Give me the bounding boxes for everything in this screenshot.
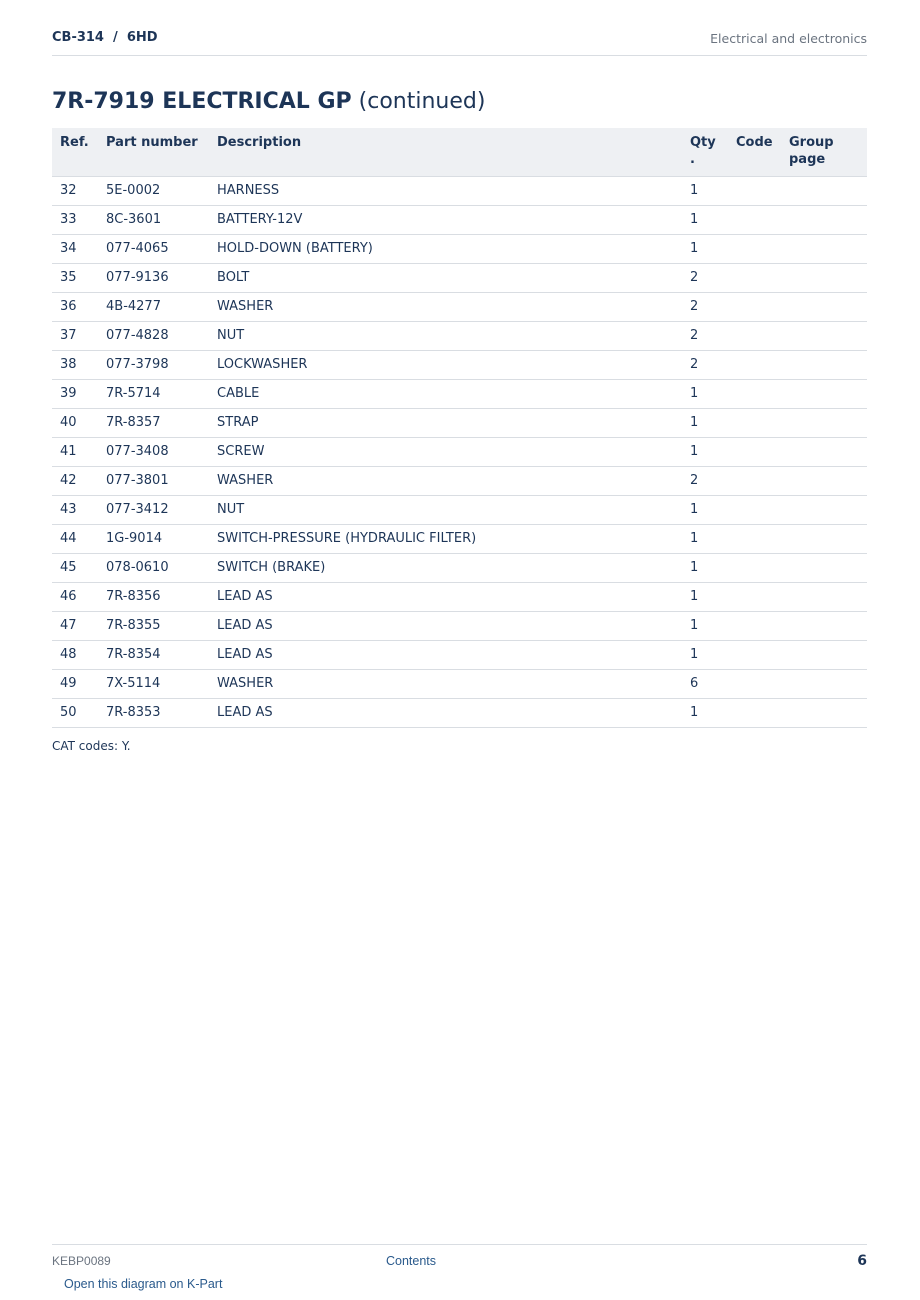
column-header-qty: Qty . [682, 128, 728, 176]
table-row [52, 437, 867, 466]
qty-cell: 2 [682, 263, 728, 292]
qty-cell: 1 [682, 524, 728, 553]
part-number-cell: 4B-4277 [98, 292, 209, 321]
qty-cell: 2 [682, 292, 728, 321]
description-cell: LEAD AS [209, 611, 682, 640]
ref-cell: 38 [52, 350, 98, 379]
description-cell: BOLT [209, 263, 682, 292]
part-number-cell: 7R-8356 [98, 582, 209, 611]
group-page-cell [781, 640, 867, 669]
code-cell [728, 495, 781, 524]
column-header-part-number: Part number [98, 128, 209, 176]
ref-cell: 48 [52, 640, 98, 669]
qty-cell: 2 [682, 350, 728, 379]
ref-cell: 47 [52, 611, 98, 640]
qty-cell: 1 [682, 495, 728, 524]
part-number-cell: 078-0610 [98, 553, 209, 582]
ref-cell: 44 [52, 524, 98, 553]
cat-codes-note: CAT codes: Y. [52, 739, 131, 753]
table-row [52, 466, 867, 495]
code-cell [728, 379, 781, 408]
part-number-cell: 7R-5714 [98, 379, 209, 408]
ref-cell: 35 [52, 263, 98, 292]
part-number-cell: 7R-8355 [98, 611, 209, 640]
code-cell [728, 292, 781, 321]
column-header-description: Description [209, 128, 682, 176]
qty-cell: 1 [682, 234, 728, 263]
group-page-cell [781, 495, 867, 524]
qty-cell: 1 [682, 640, 728, 669]
parts-table-body [52, 176, 867, 727]
group-page-cell [781, 582, 867, 611]
qty-cell: 2 [682, 321, 728, 350]
model-breadcrumb: CB-314 / 6HD [52, 30, 158, 45]
page-header [52, 28, 867, 56]
ref-cell: 33 [52, 205, 98, 234]
section-name: Electrical and electronics [710, 31, 867, 46]
ref-cell: 39 [52, 379, 98, 408]
part-number-cell: 077-3412 [98, 495, 209, 524]
ref-cell: 41 [52, 437, 98, 466]
description-cell: LEAD AS [209, 698, 682, 727]
table-row [52, 263, 867, 292]
description-cell: LEAD AS [209, 640, 682, 669]
table-row [52, 553, 867, 582]
part-number-cell: 077-4828 [98, 321, 209, 350]
ref-cell: 42 [52, 466, 98, 495]
qty-cell: 1 [682, 408, 728, 437]
group-page-cell [781, 263, 867, 292]
description-cell: WASHER [209, 466, 682, 495]
part-number-cell: 077-3408 [98, 437, 209, 466]
table-row [52, 698, 867, 727]
part-number-cell: 5E-0002 [98, 176, 209, 205]
code-cell [728, 234, 781, 263]
contents-link[interactable]: Contents [386, 1254, 437, 1268]
description-cell: SWITCH-PRESSURE (HYDRAULIC FILTER) [209, 524, 682, 553]
open-in-kpart-link[interactable]: Open this diagram on K-Part [64, 1277, 223, 1291]
code-cell [728, 611, 781, 640]
qty-cell: 1 [682, 698, 728, 727]
qty-cell: 2 [682, 466, 728, 495]
description-cell: CABLE [209, 379, 682, 408]
table-row [52, 321, 867, 350]
part-number-cell: 077-9136 [98, 263, 209, 292]
group-page-cell [781, 321, 867, 350]
code-cell [728, 437, 781, 466]
description-cell: HARNESS [209, 176, 682, 205]
group-page-cell [781, 524, 867, 553]
group-page-cell [781, 408, 867, 437]
group-page-cell [781, 611, 867, 640]
ref-cell: 49 [52, 669, 98, 698]
group-page-cell [781, 466, 867, 495]
group-page-cell [781, 553, 867, 582]
ref-cell: 43 [52, 495, 98, 524]
qty-cell: 1 [682, 176, 728, 205]
part-number-cell: 7R-8357 [98, 408, 209, 437]
column-header-ref: Ref. [52, 128, 98, 176]
code-cell [728, 698, 781, 727]
code-cell [728, 350, 781, 379]
code-cell [728, 582, 781, 611]
table-row [52, 379, 867, 408]
group-page-cell [781, 292, 867, 321]
table-row [52, 408, 867, 437]
qty-cell: 1 [682, 379, 728, 408]
ref-cell: 45 [52, 553, 98, 582]
ref-cell: 40 [52, 408, 98, 437]
description-cell: WASHER [209, 669, 682, 698]
column-header-code: Code [728, 128, 781, 176]
table-row [52, 669, 867, 698]
ref-cell: 50 [52, 698, 98, 727]
group-page-cell [781, 437, 867, 466]
page-title [52, 89, 485, 114]
column-header-group-page: Group page [781, 128, 867, 176]
code-cell [728, 640, 781, 669]
qty-cell: 1 [682, 582, 728, 611]
part-number-cell: 1G-9014 [98, 524, 209, 553]
parts-table [52, 128, 867, 728]
part-number-cell: 077-3801 [98, 466, 209, 495]
code-cell [728, 263, 781, 292]
group-title: 7R-7919 ELECTRICAL GP [52, 89, 352, 114]
description-cell: LOCKWASHER [209, 350, 682, 379]
table-row [52, 350, 867, 379]
group-page-cell [781, 379, 867, 408]
part-number-cell: 7R-8353 [98, 698, 209, 727]
document-code: KEBP0089 [52, 1254, 111, 1268]
code-cell [728, 466, 781, 495]
part-number-cell: 077-4065 [98, 234, 209, 263]
code-cell [728, 524, 781, 553]
code-cell [728, 205, 781, 234]
qty-cell: 1 [682, 553, 728, 582]
ref-cell: 36 [52, 292, 98, 321]
part-number-cell: 7R-8354 [98, 640, 209, 669]
table-row [52, 582, 867, 611]
group-page-cell [781, 698, 867, 727]
description-cell: STRAP [209, 408, 682, 437]
description-cell: LEAD AS [209, 582, 682, 611]
table-row [52, 611, 867, 640]
table-row [52, 234, 867, 263]
table-header-row [52, 128, 867, 176]
table-row [52, 292, 867, 321]
table-row [52, 176, 867, 205]
page-footer [52, 1244, 867, 1275]
code-cell [728, 669, 781, 698]
group-page-cell [781, 350, 867, 379]
group-page-cell [781, 176, 867, 205]
code-cell [728, 408, 781, 437]
qty-cell: 1 [682, 437, 728, 466]
title-suffix: (continued) [358, 89, 486, 114]
table-row [52, 524, 867, 553]
description-cell: HOLD-DOWN (BATTERY) [209, 234, 682, 263]
qty-cell: 6 [682, 669, 728, 698]
code-cell [728, 553, 781, 582]
group-page-cell [781, 669, 867, 698]
table-row [52, 205, 867, 234]
table-row [52, 495, 867, 524]
description-cell: BATTERY-12V [209, 205, 682, 234]
code-cell [728, 176, 781, 205]
group-page-cell [781, 205, 867, 234]
ref-cell: 32 [52, 176, 98, 205]
table-row [52, 640, 867, 669]
description-cell: NUT [209, 495, 682, 524]
part-number-cell: 8C-3601 [98, 205, 209, 234]
qty-cell: 1 [682, 611, 728, 640]
group-page-cell [781, 234, 867, 263]
part-number-cell: 7X-5114 [98, 669, 209, 698]
description-cell: WASHER [209, 292, 682, 321]
description-cell: SWITCH (BRAKE) [209, 553, 682, 582]
ref-cell: 46 [52, 582, 98, 611]
page-number: 6 [857, 1253, 867, 1269]
description-cell: SCREW [209, 437, 682, 466]
description-cell: NUT [209, 321, 682, 350]
code-cell [728, 321, 781, 350]
ref-cell: 34 [52, 234, 98, 263]
qty-cell: 1 [682, 205, 728, 234]
ref-cell: 37 [52, 321, 98, 350]
part-number-cell: 077-3798 [98, 350, 209, 379]
